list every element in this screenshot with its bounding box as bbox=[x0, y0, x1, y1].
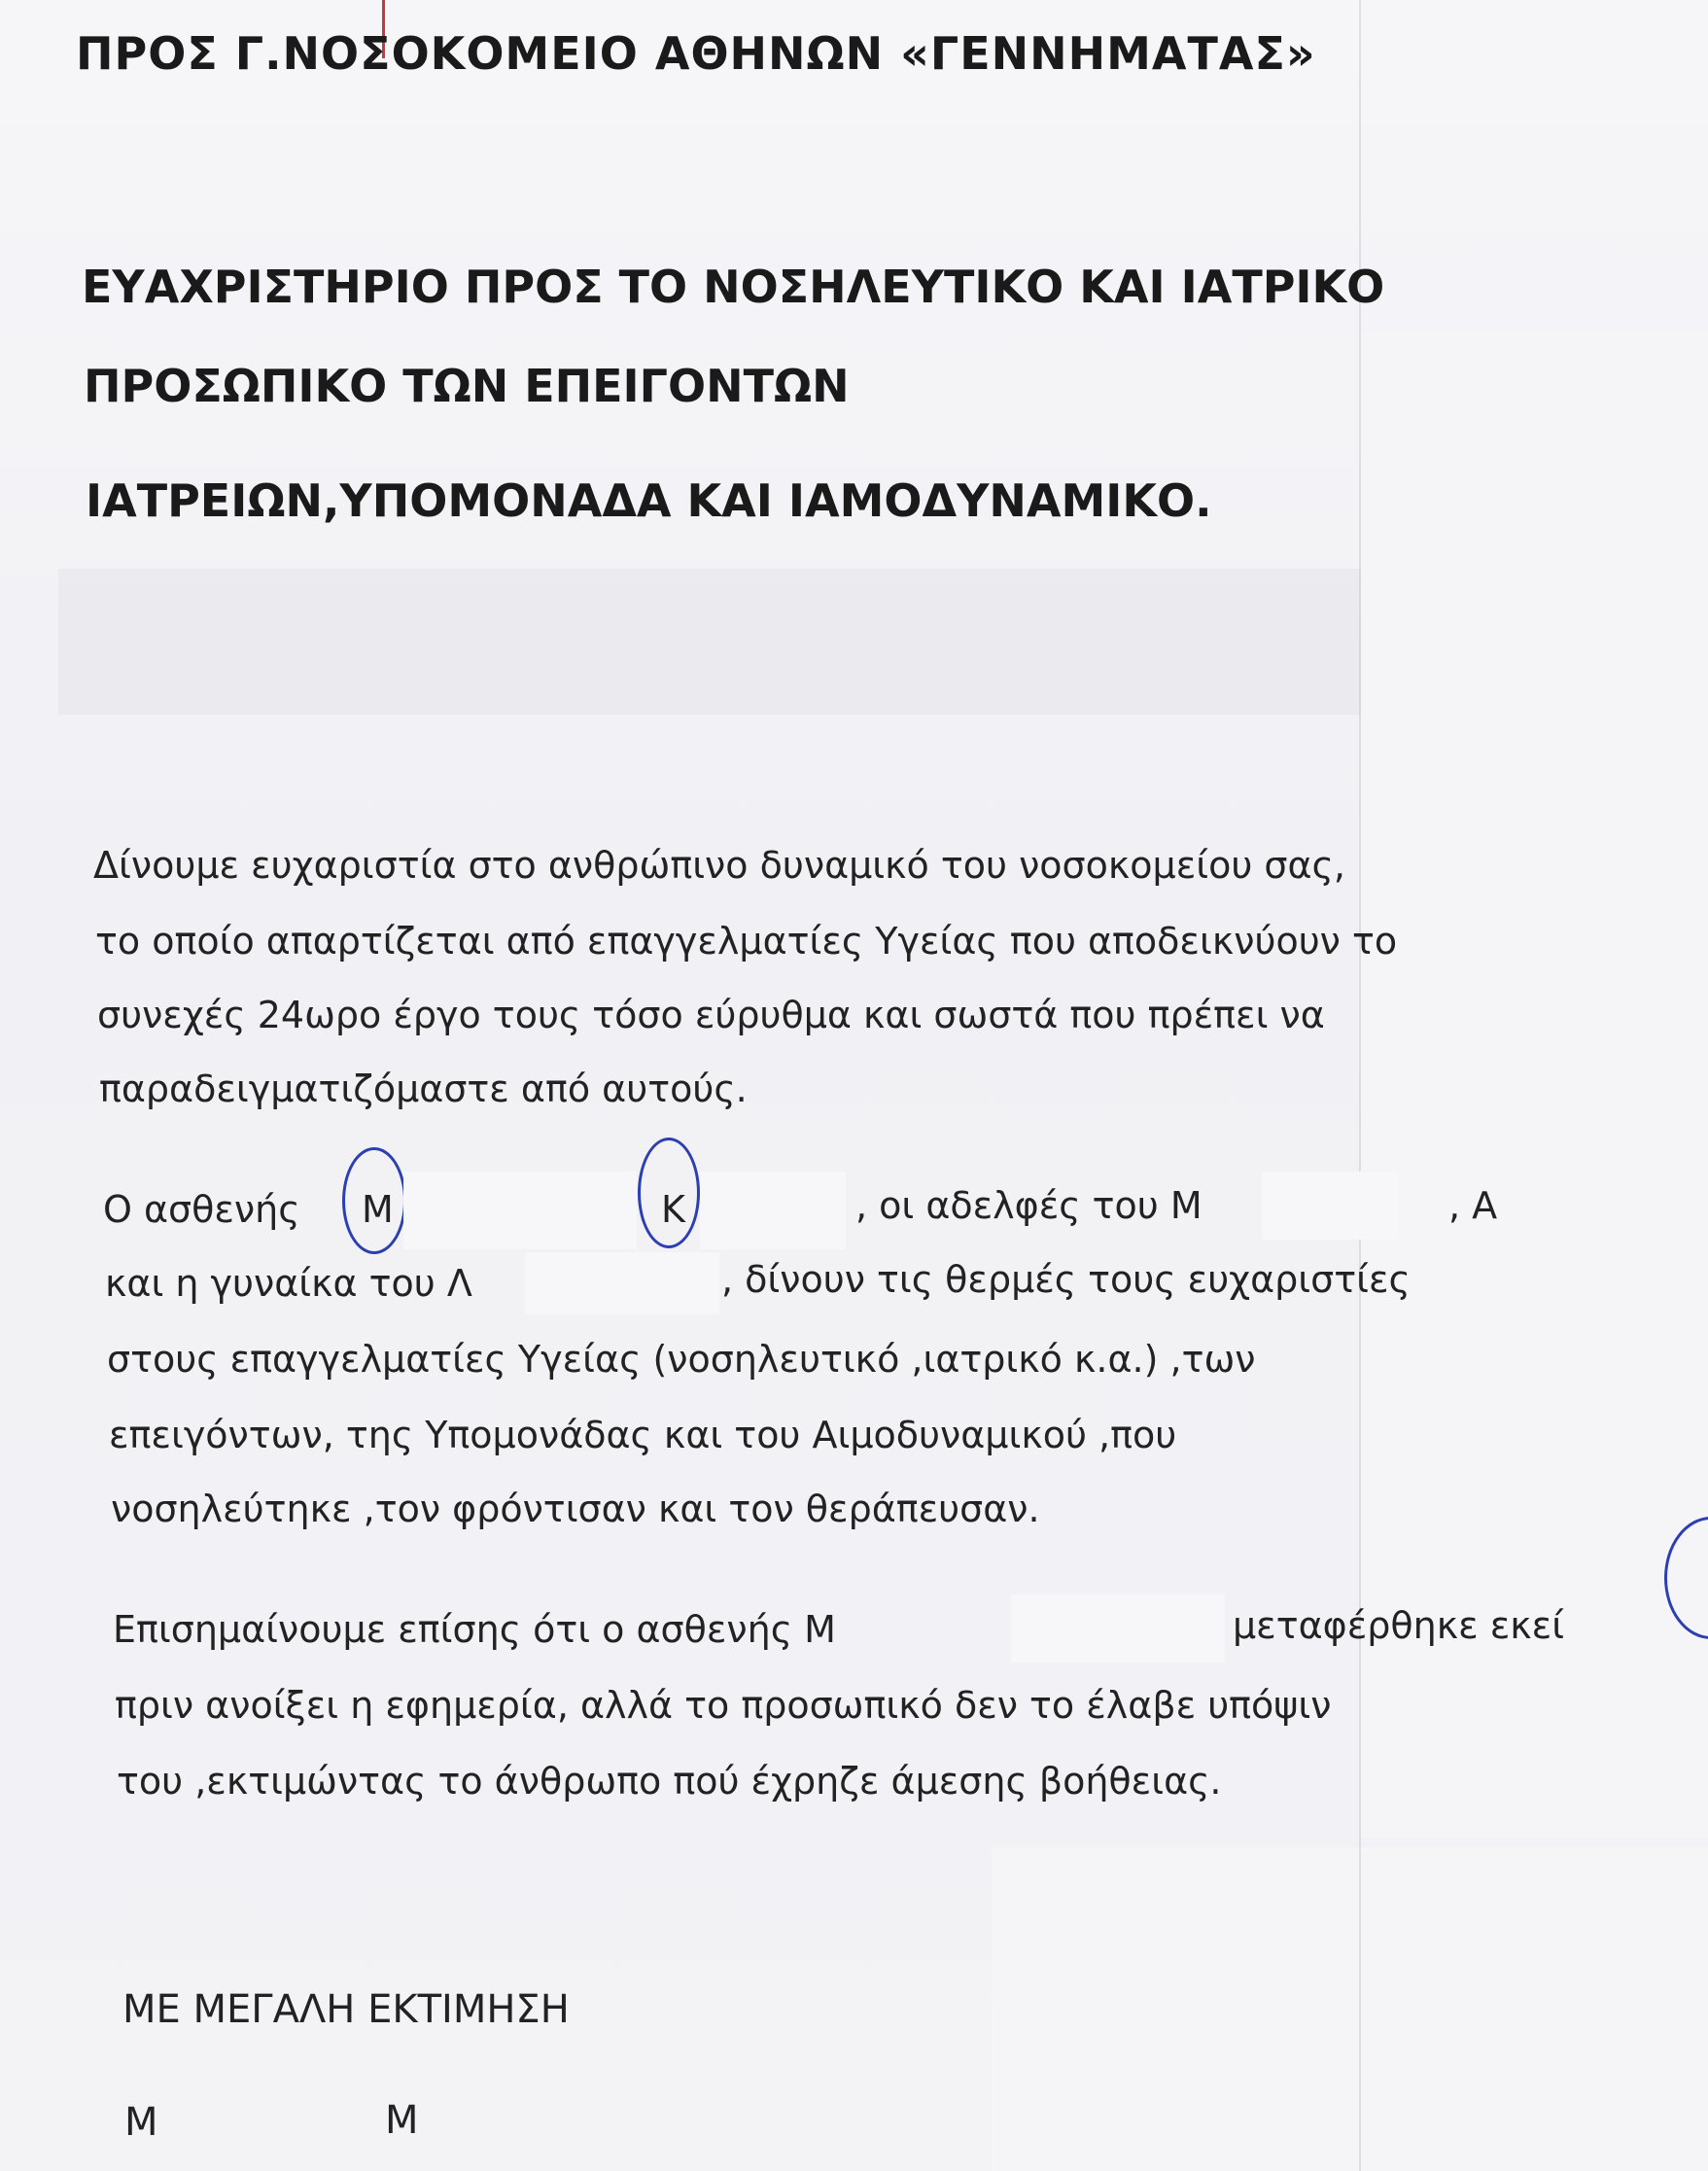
paragraph-1-line-3: συνεχές 24ωρο έργο τους τόσο εύρυθμα και σωστά που πρέπει να bbox=[97, 994, 1325, 1036]
paragraph-2-line-1-mid: , οι αδελφές του Μ bbox=[855, 1184, 1203, 1227]
recipient-line: ΠΡΟΣ Γ.ΝΟΣΟΚΟΜΕΙΟ ΑΘΗΝΩΝ «ΓΕΝΝΗΜΑΤΑΣ» bbox=[76, 27, 1316, 80]
title-line-3: ΙΑΤΡΕΙΩΝ,ΥΠΟΜΟΝΑΔΑ ΚΑΙ ΙΑΜΟΔΥΝΑΜΙΚΟ. bbox=[86, 474, 1212, 527]
paragraph-3-line-1-end: μεταφέρθηκε εκεί bbox=[1233, 1604, 1565, 1647]
paragraph-2-line-1-end: , Α bbox=[1448, 1184, 1498, 1227]
paragraph-3-line-3: του ,εκτιμώντας το άνθρωπο πού έχρηζε άμεσης βοήθειας. bbox=[117, 1760, 1222, 1803]
pen-circle-1 bbox=[342, 1147, 406, 1254]
redaction-patch-bottom bbox=[992, 1847, 1708, 2171]
fold-line bbox=[1359, 0, 1361, 2171]
paragraph-2-line-1-start: Ο ασθενής bbox=[103, 1188, 300, 1231]
scan-shade-band bbox=[58, 569, 1361, 715]
paragraph-2-line-4: επειγόντων, της Υπομονάδας και του Αιμοδυναμικού ,που bbox=[109, 1414, 1177, 1456]
redaction-name-1 bbox=[403, 1172, 637, 1249]
redaction-name-4 bbox=[525, 1252, 719, 1314]
paragraph-2-line-2-start: και η γυναίκα του Λ bbox=[105, 1262, 472, 1305]
paragraph-2-line-5: νοσηλεύτηκε ,τον φρόντισαν και τον θεράπευσαν. bbox=[111, 1488, 1040, 1530]
redaction-name-3 bbox=[1262, 1172, 1398, 1240]
patient-initial-m: Μ bbox=[362, 1188, 394, 1231]
signature-initial-1: Μ bbox=[124, 2100, 158, 2145]
paragraph-1-line-1: Δίνουμε ευχαριστία στο ανθρώπινο δυναμικό του νοσοκομείου σας, bbox=[93, 844, 1345, 887]
pen-circle-2 bbox=[638, 1138, 700, 1248]
patient-initial-k: Κ bbox=[661, 1188, 685, 1231]
title-line-1: ΕΥΑΧΡΙΣΤΗΡΙΟ ΠΡΟΣ ΤΟ ΝΟΣΗΛΕΥΤΙΚΟ ΚΑΙ ΙΑΤΡΙΚΟ bbox=[82, 261, 1385, 313]
paragraph-1-line-4: παραδειγματιζόμαστε από αυτούς. bbox=[99, 1068, 748, 1110]
paragraph-3-line-1-start: Επισημαίνουμε επίσης ότι ο ασθενής Μ bbox=[113, 1608, 836, 1651]
title-line-2: ΠΡΟΣΩΠΙΚΟ ΤΩΝ ΕΠΕΙΓΟΝΤΩΝ bbox=[84, 360, 850, 412]
paragraph-3-line-2: πριν ανοίξει η εφημερία, αλλά το προσωπικό δεν το έλαβε υπόψιν bbox=[115, 1684, 1332, 1727]
signature-initial-2: Μ bbox=[385, 2098, 419, 2143]
redaction-name-5 bbox=[1011, 1594, 1225, 1663]
paragraph-2-line-3: στους επαγγελματίες Υγείας (νοσηλευτικό ,ιατρικό κ.α.) ,των bbox=[107, 1338, 1256, 1381]
paragraph-1-line-2: το οποίο απαρτίζεται από επαγγελματίες Υγείας που αποδεικνύουν το bbox=[95, 920, 1398, 963]
paragraph-2-line-2-end: , δίνουν τις θερμές τους ευχαριστίες bbox=[721, 1258, 1411, 1301]
closing-line: ΜΕ ΜΕΓΑΛΗ ΕΚΤΙΜΗΣΗ bbox=[122, 1987, 570, 2032]
redaction-name-2 bbox=[700, 1172, 846, 1249]
